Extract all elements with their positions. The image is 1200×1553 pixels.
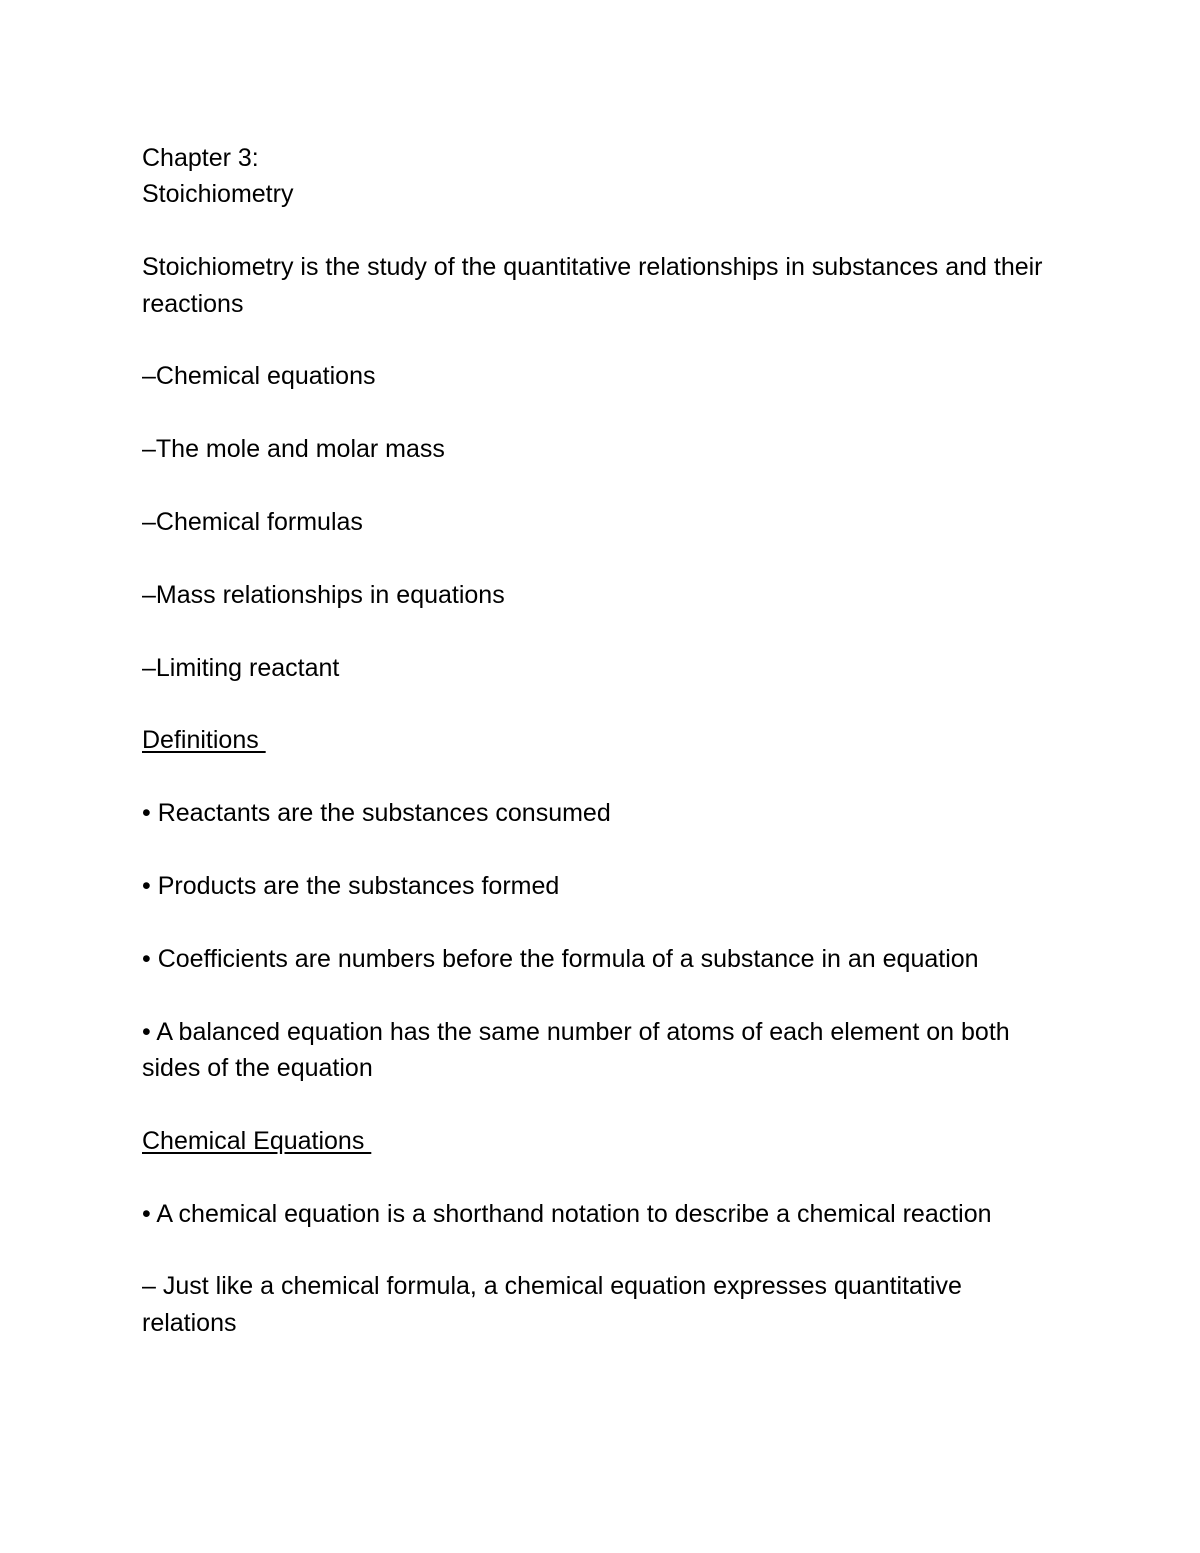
topic-item: –The mole and molar mass [142, 435, 445, 464]
chemical-equations-heading: Chemical Equations [142, 1126, 372, 1155]
chapter-label: Chapter 3: [142, 144, 259, 172]
chemical-equations-item: • A chemical equation is a shorthand notation to describe a chemical reaction [142, 1199, 992, 1228]
topic-item: –Chemical formulas [142, 508, 363, 536]
chemical-equations-item: – Just like a chemical formula, a chemical equation expresses quantitative relations [142, 1272, 962, 1337]
topic-item: –Mass relationships in equations [142, 580, 505, 609]
definitions-heading: Definitions [142, 726, 266, 755]
intro-paragraph: Stoichiometry is the study of the quantitative relationships in substances and their reactions [142, 253, 1043, 318]
topic-item: –Chemical equations [142, 362, 376, 391]
chapter-title: Stoichiometry [142, 180, 294, 209]
definition-item: • Reactants are the substances consumed [142, 799, 611, 828]
topic-item: –Limiting reactant [142, 653, 340, 682]
definition-item: • Products are the substances formed [142, 871, 560, 900]
definition-item: • Coefficients are numbers before the formula of a substance in an equation [142, 944, 979, 973]
definition-item: • A balanced equation has the same number of atoms of each element on both sides of the equation [142, 1017, 1010, 1082]
document-body [142, 140, 1062, 1378]
